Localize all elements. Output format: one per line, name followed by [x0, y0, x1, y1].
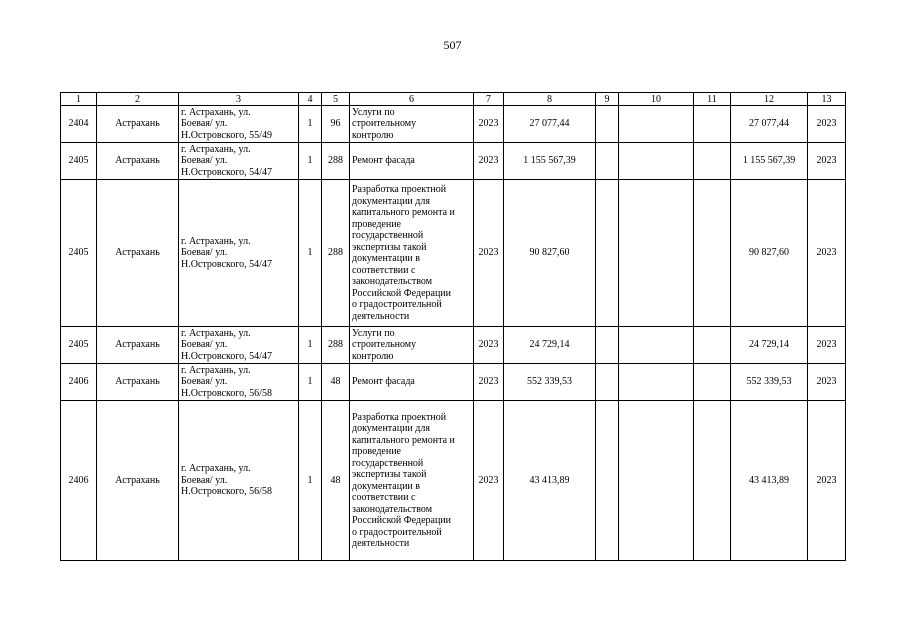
table-row	[61, 106, 846, 143]
column-header: 6	[350, 93, 474, 106]
table-row	[61, 327, 846, 364]
year-end-cell: 2023	[808, 364, 846, 401]
col10-cell	[619, 180, 694, 327]
col5-cell: 48	[322, 401, 350, 561]
amount-total-cell: 24 729,14	[731, 327, 808, 364]
column-header: 9	[596, 93, 619, 106]
column-header: 13	[808, 93, 846, 106]
col11-cell	[694, 143, 731, 180]
year-cell: 2023	[474, 106, 504, 143]
row-number-cell: 2405	[61, 327, 97, 364]
address-text: г. Астрахань, ул. Боевая/ ул. Н.Островского, 54/47	[181, 327, 272, 362]
amount-total-cell: 90 827,60	[731, 180, 808, 327]
column-header: 3	[179, 93, 299, 106]
col4-cell: 1	[299, 401, 322, 561]
address-text: г. Астрахань, ул. Боевая/ ул. Н.Островского, 55/49	[181, 106, 272, 141]
address-cell	[179, 143, 299, 180]
address-cell	[179, 401, 299, 561]
work-type-cell	[350, 401, 474, 561]
year-cell: 2023	[474, 180, 504, 327]
amount-total-cell: 1 155 567,39	[731, 143, 808, 180]
amount-total-cell: 43 413,89	[731, 401, 808, 561]
work-type-text: Услуги по строительному контролю	[352, 327, 417, 362]
address-text: г. Астрахань, ул. Боевая/ ул. Н.Островского, 54/47	[181, 235, 272, 270]
year-end-cell: 2023	[808, 106, 846, 143]
col5-cell: 288	[322, 180, 350, 327]
year-end-cell: 2023	[808, 180, 846, 327]
address-text: г. Астрахань, ул. Боевая/ ул. Н.Островского, 54/47	[181, 143, 272, 178]
col9-cell	[596, 327, 619, 364]
address-cell	[179, 180, 299, 327]
amount-cell: 552 339,53	[504, 364, 596, 401]
row-number-cell: 2405	[61, 143, 97, 180]
amount-cell: 24 729,14	[504, 327, 596, 364]
col9-cell	[596, 364, 619, 401]
year-cell: 2023	[474, 143, 504, 180]
column-header: 1	[61, 93, 97, 106]
col9-cell	[596, 143, 619, 180]
city-cell: Астрахань	[97, 364, 179, 401]
col10-cell	[619, 143, 694, 180]
col9-cell	[596, 180, 619, 327]
col11-cell	[694, 327, 731, 364]
col10-cell	[619, 327, 694, 364]
col4-cell: 1	[299, 364, 322, 401]
table-row	[61, 143, 846, 180]
work-type-text: Разработка проектной документации для капитального ремонта и проведение государственной экспертизы такой документации в соответствии с законодательством Российской Федерации о градостроительной деятельности	[352, 411, 455, 549]
address-text: г. Астрахань, ул. Боевая/ ул. Н.Островского, 56/58	[181, 463, 272, 498]
year-end-cell: 2023	[808, 327, 846, 364]
col11-cell	[694, 364, 731, 401]
amount-total-cell: 27 077,44	[731, 106, 808, 143]
col9-cell	[596, 401, 619, 561]
column-header: 12	[731, 93, 808, 106]
column-header: 5	[322, 93, 350, 106]
year-cell: 2023	[474, 401, 504, 561]
year-cell: 2023	[474, 364, 504, 401]
work-type-text: Ремонт фасада	[352, 155, 415, 167]
table-row	[61, 364, 846, 401]
city-cell: Астрахань	[97, 106, 179, 143]
row-number-cell: 2404	[61, 106, 97, 143]
city-cell: Астрахань	[97, 401, 179, 561]
column-header: 2	[97, 93, 179, 106]
col10-cell	[619, 401, 694, 561]
table-row	[61, 401, 846, 561]
year-end-cell: 2023	[808, 143, 846, 180]
amount-total-cell: 552 339,53	[731, 364, 808, 401]
column-header: 11	[694, 93, 731, 106]
address-cell	[179, 106, 299, 143]
city-cell: Астрахань	[97, 327, 179, 364]
year-end-cell: 2023	[808, 401, 846, 561]
col4-cell: 1	[299, 106, 322, 143]
city-cell: Астрахань	[97, 143, 179, 180]
work-type-text: Ремонт фасада	[352, 376, 415, 388]
data-table	[60, 92, 846, 561]
work-type-cell	[350, 364, 474, 401]
amount-cell: 1 155 567,39	[504, 143, 596, 180]
row-number-cell: 2405	[61, 180, 97, 327]
address-cell	[179, 364, 299, 401]
address-text: г. Астрахань, ул. Боевая/ ул. Н.Островского, 56/58	[181, 364, 272, 399]
city-cell: Астрахань	[97, 180, 179, 327]
col4-cell: 1	[299, 327, 322, 364]
column-header: 7	[474, 93, 504, 106]
work-type-cell	[350, 180, 474, 327]
row-number-cell: 2406	[61, 401, 97, 561]
work-type-cell	[350, 143, 474, 180]
year-cell: 2023	[474, 327, 504, 364]
col5-cell: 96	[322, 106, 350, 143]
amount-cell: 43 413,89	[504, 401, 596, 561]
col5-cell: 48	[322, 364, 350, 401]
work-type-text: Услуги по строительному контролю	[352, 106, 417, 141]
work-type-cell	[350, 106, 474, 143]
table-row	[61, 180, 846, 327]
address-cell	[179, 327, 299, 364]
col11-cell	[694, 401, 731, 561]
work-type-cell	[350, 327, 474, 364]
amount-cell: 90 827,60	[504, 180, 596, 327]
col5-cell: 288	[322, 143, 350, 180]
column-header: 8	[504, 93, 596, 106]
col10-cell	[619, 106, 694, 143]
col11-cell	[694, 106, 731, 143]
col10-cell	[619, 364, 694, 401]
column-header: 10	[619, 93, 694, 106]
col4-cell: 1	[299, 180, 322, 327]
column-header: 4	[299, 93, 322, 106]
col4-cell: 1	[299, 143, 322, 180]
col11-cell	[694, 180, 731, 327]
row-number-cell: 2406	[61, 364, 97, 401]
amount-cell: 27 077,44	[504, 106, 596, 143]
work-type-text: Разработка проектной документации для капитального ремонта и проведение государственной экспертизы такой документации в соответствии с законодательством Российской Федерации о градостроительной деятельности	[352, 184, 455, 322]
page-number: 507	[443, 38, 462, 52]
table-header-row	[61, 93, 846, 106]
col9-cell	[596, 106, 619, 143]
col5-cell: 288	[322, 327, 350, 364]
